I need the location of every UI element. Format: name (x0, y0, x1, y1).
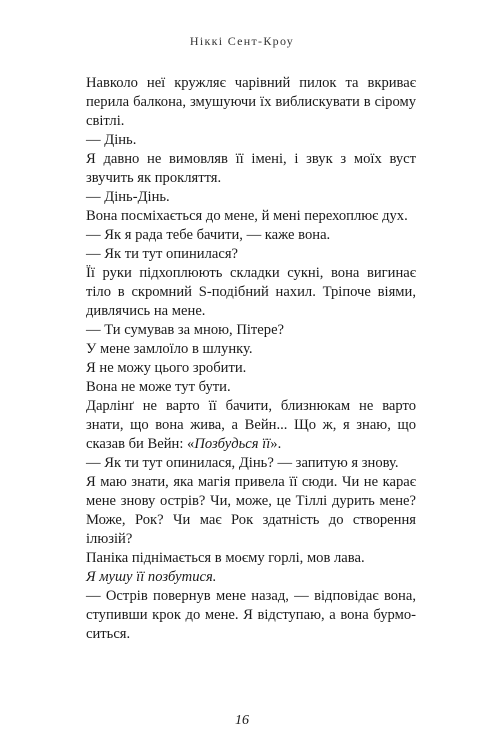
paragraph: Паніка піднімається в моєму горлі, мов лава. (86, 550, 365, 566)
paragraph: Я маю знати, яка магія привела її сюди. Чи не карає мене знову острів? Чи, може, це Тіллі дурить мене? Може, Рок? Чи має Рок здатність до створення ілюзій? (86, 474, 416, 547)
paragraph: — Як я рада тебе бачити, — каже вона. (86, 227, 331, 243)
paragraph: — Ти сумував за мною, Пітере? (86, 322, 285, 338)
paragraph: Вона посміхається до мене, й мені перехоплює дух. (86, 208, 408, 224)
paragraph: Вона не може тут бути. (86, 379, 231, 395)
paragraph-with-quote (86, 397, 416, 454)
paragraph: — Як ти тут опинилася? (86, 246, 239, 262)
paragraph: У мене замлоїло в шлунку. (86, 341, 253, 357)
paragraph: Її руки підхоплюють складки сукні, вона вигинає тіло в скромний S-подібний нахил. Тріпоче віями, дивлячись на мене. (86, 265, 416, 319)
paragraph-text: Дарлінґ не варто її бачити, близнюкам не варто знати, що вона жива, а Вейн... Що ж, я знаю, що сказав би Вейн: « (86, 398, 416, 452)
paragraph: Навколо неї кружляє чарівний пилок та вкриває перила балкона, змушуючи їх виблискувати в сірому світлі. (86, 75, 416, 129)
page-number: 16 (235, 713, 249, 728)
paragraph: — Острів повернув мене назад, — відповідає вона, ступивши крок до мене. Я відступаю, а вона бурмоситься. (86, 588, 416, 642)
paragraph-italic: Я мушу її позбутися. (86, 569, 217, 585)
quote-close: ». (270, 436, 282, 452)
paragraph: — Як ти тут опинилася, Дінь? — запитую я знову. (86, 455, 399, 471)
italic-quote: Позбудься її (194, 436, 271, 452)
paragraph: — Дінь-Дінь. (86, 189, 170, 205)
paragraph: Я не можу цього зробити. (86, 360, 247, 376)
body-text (86, 74, 416, 644)
paragraph: — Дінь. (86, 132, 137, 148)
paragraph: Я давно не вимовляв її імені, і звук з моїх вуст звучить як прокляття. (86, 151, 416, 186)
running-head: Ніккі Сент-Кроу (189, 34, 295, 48)
